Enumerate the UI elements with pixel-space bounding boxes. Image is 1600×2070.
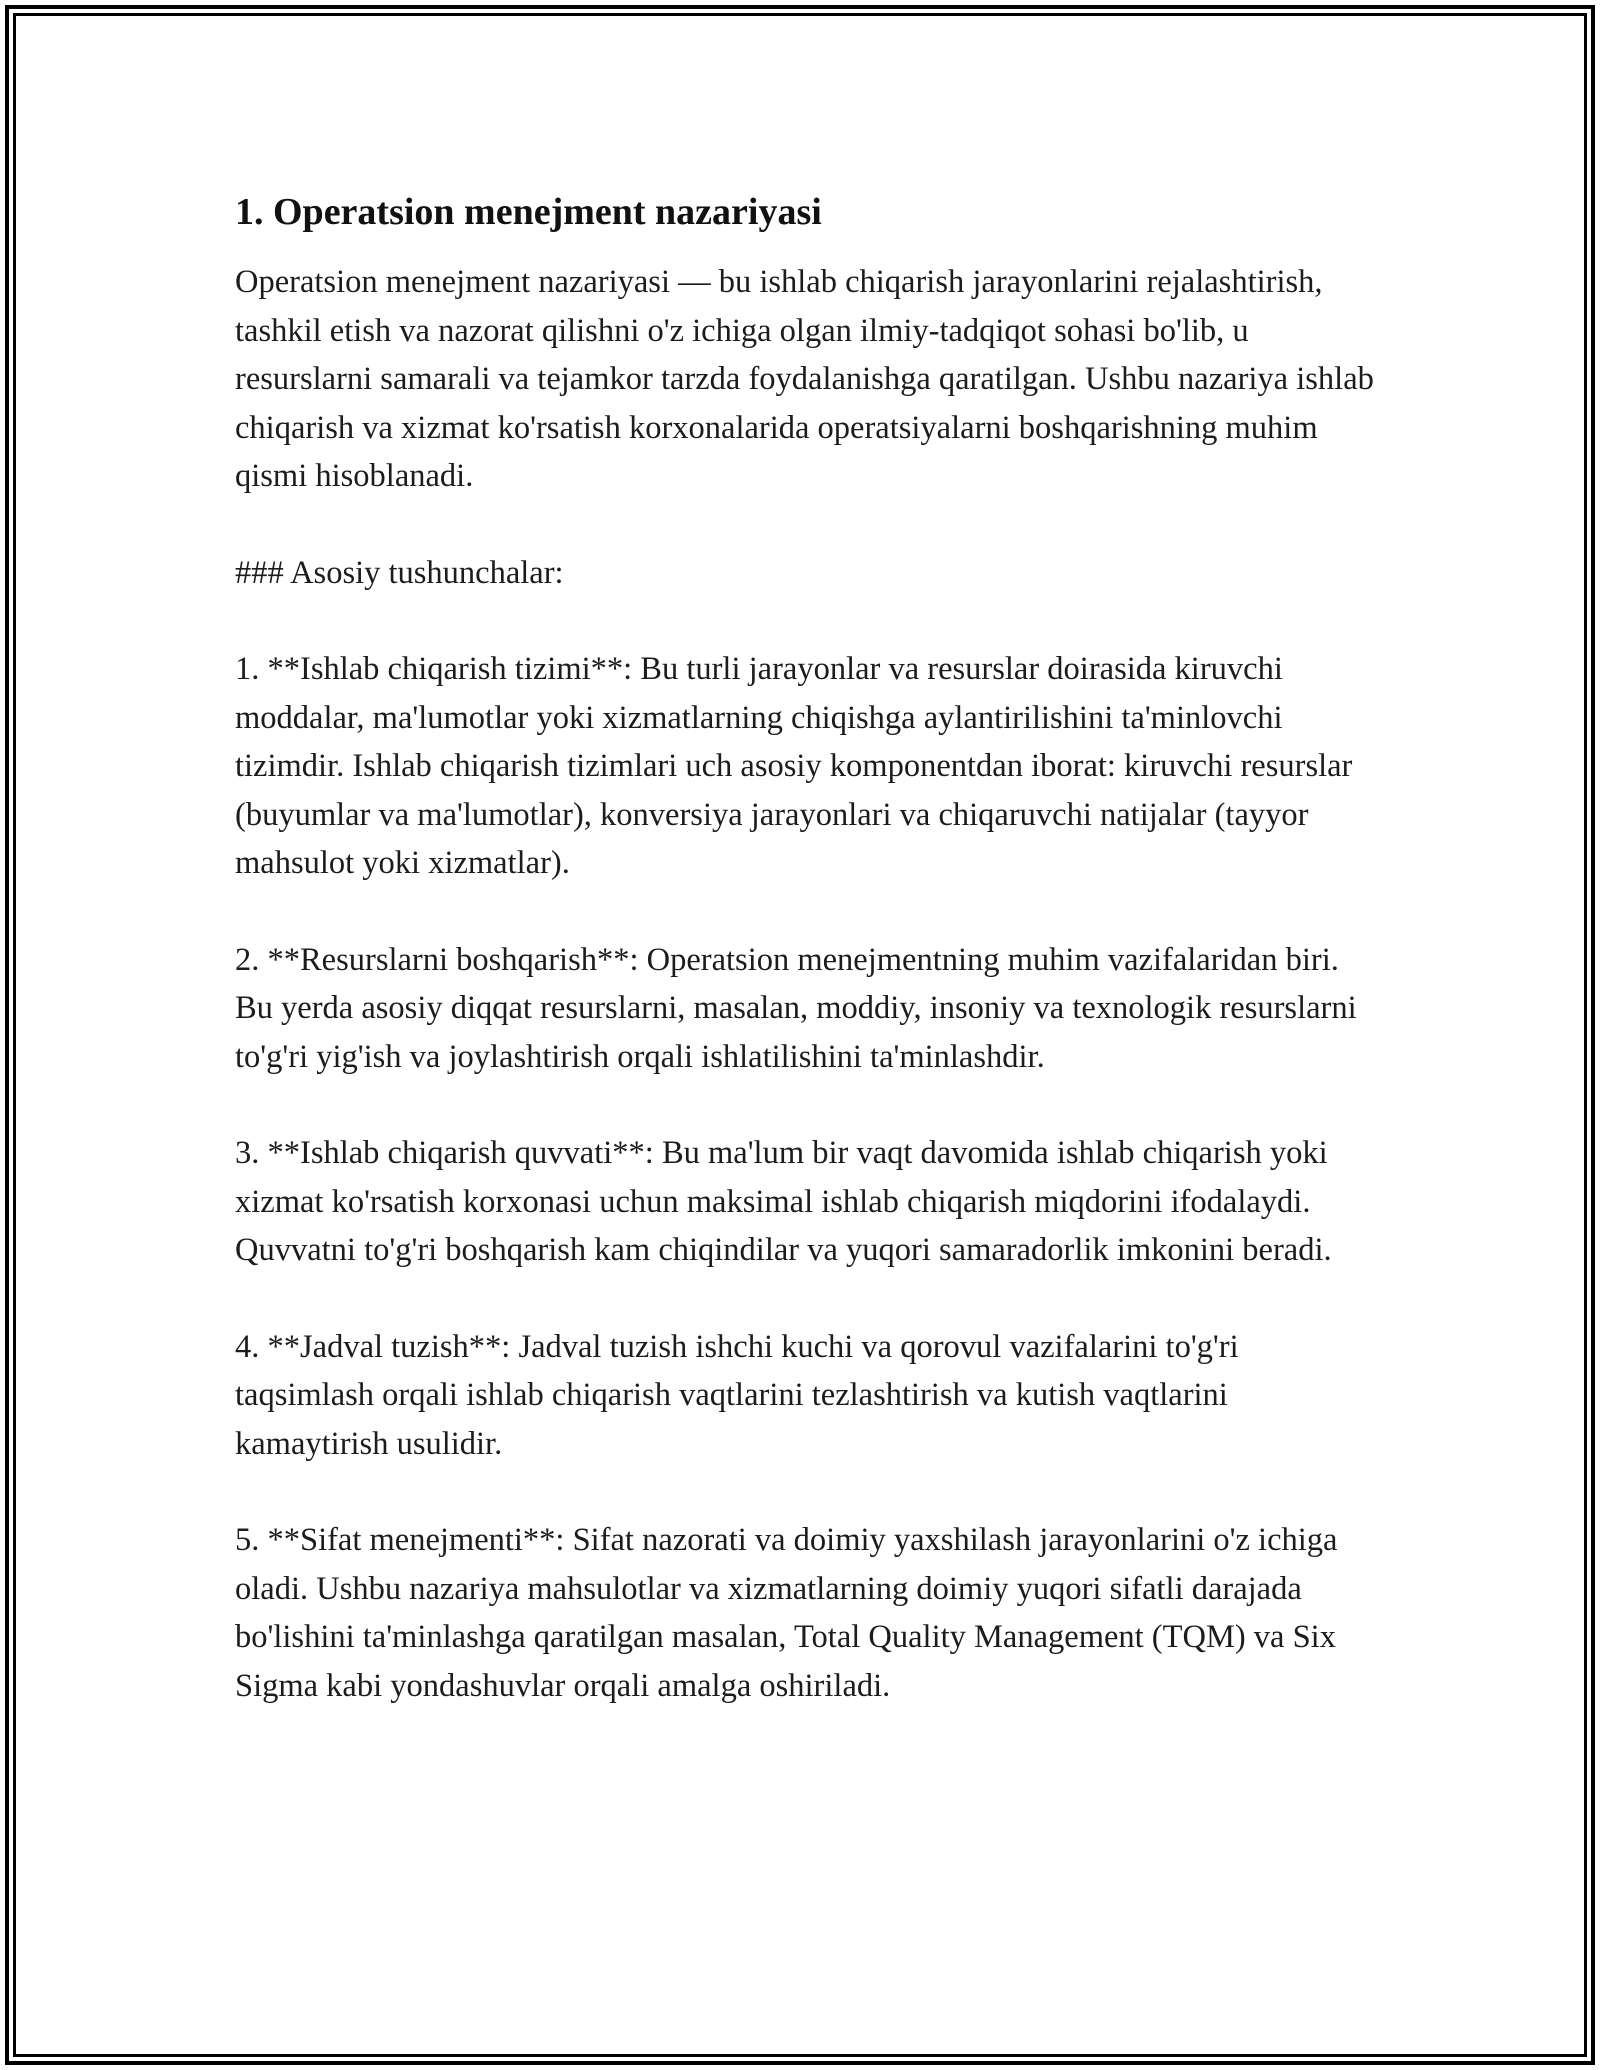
list-item-production-system: 1. **Ishlab chiqarish tizimi**: Bu turli jarayonlar va resurslar doirasida kiruvchi moddalar, ma'lumotlar yoki xizmatlarning chiqishga aylantirilishini ta'minlovchi tizimdir. Ishlab chiqarish tizimlari uch asosiy komponentdan iborat: kiruvchi resurslar (buyumlar va ma'lumotlar), konversiya jarayonlari va chiqaruvchi natijalar (tayyor mahsulot yoki xizmatlar). <box>235 651 1353 881</box>
list-item-scheduling: 4. **Jadval tuzish**: Jadval tuzish ishchi kuchi va qorovul vazifalarini to'g'ri taqsimlash orqali ishlab chiqarish vaqtlarini tezlashtirish va kutish vaqtlarini kamaytirish usulidir. <box>235 1328 1239 1462</box>
document-body <box>235 188 1375 1758</box>
document-title: 1. Operatsion menejment nazariyasi <box>235 191 822 233</box>
list-item-quality-management: 5. **Sifat menejmenti**: Sifat nazorati va doimiy yaxshilash jarayonlarini o'z ichiga oladi. Ushbu nazariya mahsulotlar va xizmatlarning doimiy yuqori sifatli darajada bo'lishini ta'minlashga qaratilgan masalan, Total Quality Management (TQM) va Six Sigma kabi yondashuvlar orqali amalga oshiriladi. <box>235 1522 1338 1704</box>
list-item-resource-management: 2. **Resurslarni boshqarish**: Operatsion menejmentning muhim vazifalaridan biri. Bu yerda asosiy diqqat resurslarni, masalan, moddiy, insoniy va texnologik resurslarni to'g'ri yig'ish va joylashtirish orqali ishlatilishini ta'minlashdir. <box>235 941 1357 1075</box>
intro-paragraph: Operatsion menejment nazariyasi — bu ishlab chiqarish jarayonlarini rejalashtirish, tashkil etish va nazorat qilishni o'z ichiga olgan ilmiy-tadqiqot sohasi bo'lib, u resurslarni samarali va tejamkor tarzda foydalanishga qaratilgan. Ushbu nazariya ishlab chiqarish va xizmat ko'rsatish korxonalarida operatsiyalarni boshqarishning muhim qismi hisoblanadi. <box>235 264 1374 494</box>
section-heading: ### Asosiy tushunchalar: <box>235 554 564 591</box>
list-item-production-capacity: 3. **Ishlab chiqarish quvvati**: Bu ma'lum bir vaqt davomida ishlab chiqarish yoki xizmat ko'rsatish korxonasi uchun maksimal ishlab chiqarish miqdorini ifodalaydi. Quvvatni to'g'ri boshqarish kam chiqindilar va yuqori samaradorlik imkonini beradi. <box>235 1135 1332 1268</box>
